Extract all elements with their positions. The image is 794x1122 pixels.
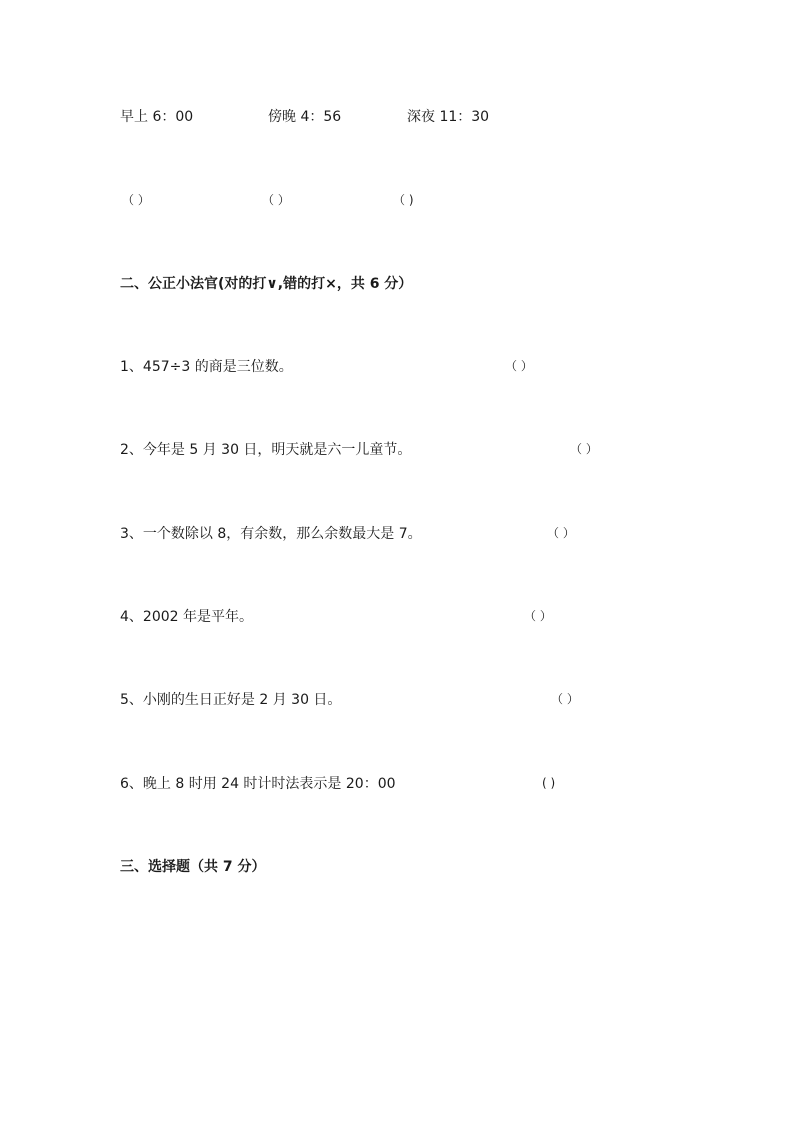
question-item-6: 6、晚上 8 时用 24 时计时法表示是 20：00 (120, 776, 396, 792)
answer-blank-5[interactable]: （ ） (551, 692, 579, 706)
time-late-night: 深夜 11：30 (407, 109, 490, 125)
question-item-2: 2、今年是 5 月 30 日，明天就是六一儿童节。 (120, 442, 412, 458)
section-heading-judgement: 二、公正小法官(对的打∨,错的打×，共 6 分） (120, 276, 413, 292)
question-item-3: 3、一个数除以 8，有余数，那么余数最大是 7。 (120, 526, 422, 542)
answer-blank-morning[interactable]: （ ） (122, 193, 150, 207)
question-item-4: 4、2002 年是平年。 (120, 609, 253, 625)
answer-blank-3[interactable]: （ ） (547, 526, 575, 540)
time-evening: 傍晚 4：56 (268, 109, 342, 125)
answer-blank-2[interactable]: （ ） (570, 442, 598, 456)
question-item-1: 1、457÷3 的商是三位数。 (120, 359, 293, 375)
question-item-5: 5、小刚的生日正好是 2 月 30 日。 (120, 692, 342, 708)
section-heading-choice: 三、选择题（共 7 分） (120, 859, 266, 875)
answer-blank-1[interactable]: （ ） (505, 359, 533, 373)
answer-blank-late-night[interactable]: （ ) (393, 193, 414, 207)
answer-blank-4[interactable]: （ ） (524, 609, 552, 623)
answer-blank-evening[interactable]: （ ） (262, 193, 290, 207)
time-morning: 早上 6：00 (120, 109, 194, 125)
answer-blank-6[interactable]: ( ) (542, 776, 556, 790)
